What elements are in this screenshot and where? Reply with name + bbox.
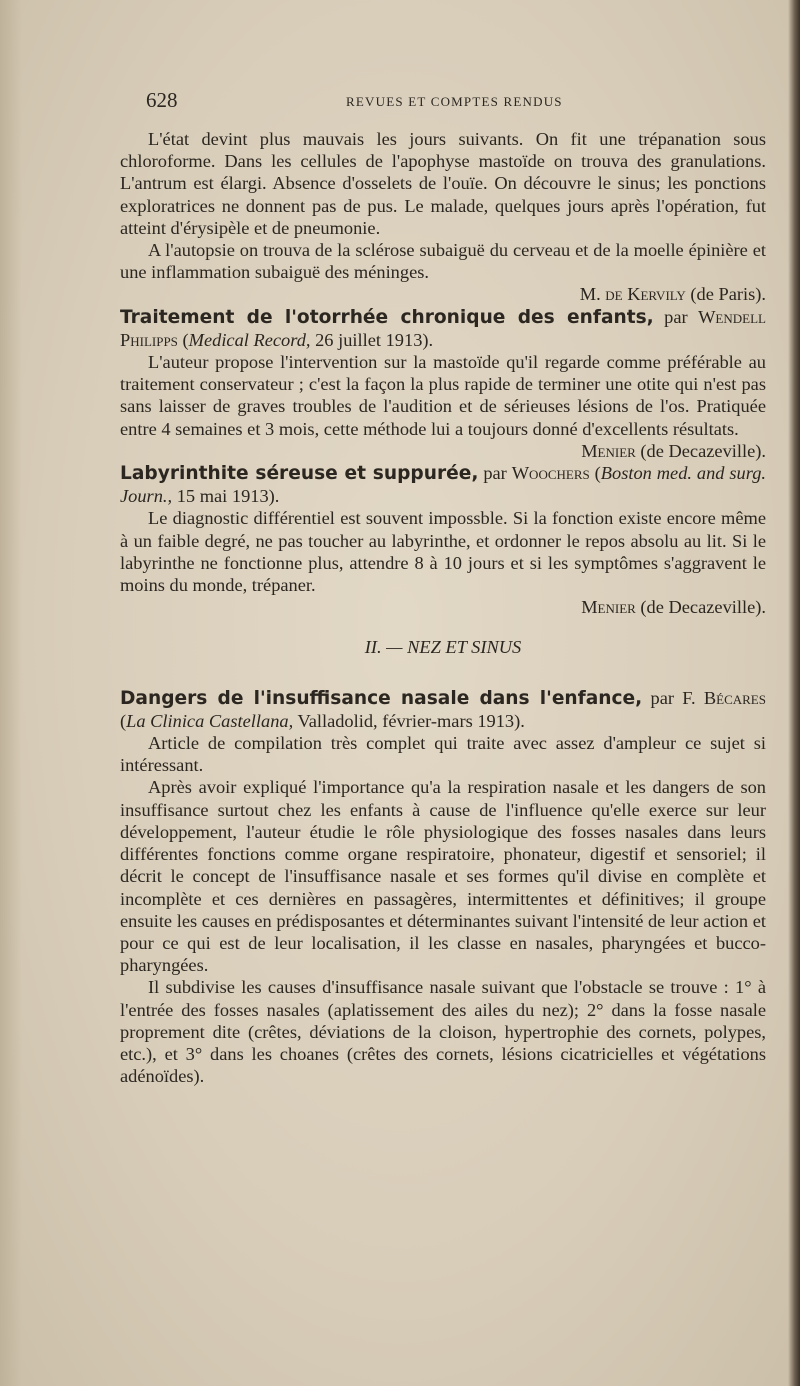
article3-heading: Labyrinthite séreuse et suppurée, par Woochers (Boston med. and surg. Journ., 15 mai 1913). — [120, 463, 766, 507]
author-name: de Kervily — [605, 284, 686, 305]
journal-name: Medical Record, — [188, 329, 311, 350]
page-number: 628 — [146, 88, 178, 112]
article4-heading: Dangers de l'insuffisance nasale dans l'enfance, par F. Bécares (La Clinica Castellana, Valladolid, février-mars 1913). — [120, 687, 766, 731]
article4-paragraph-2: Après avoir expliqué l'importance qu'a la respiration nasale et les dangers de son insuffisance surtout chez les enfants à cause de l'influence qu'elle exerce sur leur développement, l'auteur étudie le rôle physiologique des fosses nasales dans leurs différentes fonctions comme organe respiratoire, phonateur, digestif et sensoriel; il décrit le concept de l'insuffisance nasale et ses formes qu'il divise en complète et incomplète et ces dernières en passagères, intermittentes et définitives; il groupe ensuite les causes en prédisposantes et déterminantes suivant l'intensité de leur action et pour ce qui est de leur localisation, il les classe en nasales, pharyngées et bucco-pharyngées. — [120, 777, 766, 976]
article1-byline: M. de Kervily (de Paris). — [579, 284, 766, 305]
section-title: II. — NEZ ET SINUS — [364, 637, 522, 658]
running-head: REVUES ET COMPTES RENDUS — [346, 94, 563, 109]
page-body — [120, 128, 766, 1087]
article3-byline: Menier (de Decazeville). — [581, 597, 766, 618]
article2-body: L'auteur propose l'intervention sur la mastoïde qu'il regarde comme préférable au traitement conservateur ; c'est la façon la plus rapide de terminer une otite qui n'est pas sans laisser de graves troubles de l'audition et de sérieuses lésions de l'os. Pratiquée entre 4 semaines et 3 mois, cette méthode lui a toujours donné d'excellents résultats. — [120, 352, 766, 439]
journal-name: Boston med. and surg. Journ., — [120, 463, 766, 507]
page-header — [146, 88, 766, 114]
article-title: Traitement de l'otorrhée chronique des enfants, — [120, 306, 654, 328]
article-title: Labyrinthite séreuse et suppurée, — [120, 463, 479, 485]
binding-shadow — [0, 0, 22, 1386]
article-author: Wendell Philipps — [120, 306, 766, 350]
article2-byline: Menier (de Decazeville). — [581, 440, 766, 461]
article4-paragraph-1: Article de compilation très complet qui traite avec assez d'ampleur ce sujet si intéressant. — [120, 733, 766, 776]
author-name: Menier — [581, 440, 636, 461]
article1-paragraph-2: A l'autopsie on trouva de la sclérose subaiguë du cerveau et de la moelle épinière et une inflammation subaiguë des méninges. — [120, 240, 766, 283]
article3-body: Le diagnostic différentiel est souvent impossble. Si la fonction existe encore même à un faible degré, ne pas toucher au labyrinthe, et ordonner le repos absolu au lit. Si le labyrinthe ne fonctionne plus, attendre 8 à 10 jours et si les symptômes s'aggravent le moins du monde, trépaner. — [120, 508, 766, 596]
article2-heading: Traitement de l'otorrhée chronique des enfants, par Wendell Philipps (Medical Record, 26 juillet 1913). — [120, 306, 766, 350]
article-author: Woochers — [511, 463, 590, 484]
journal-name: La Clinica Castellana, — [126, 710, 294, 731]
article1-paragraph-1: L'état devint plus mauvais les jours suivants. On fit une trépanation sous chloroforme. Dans les cellules de l'apophyse mastoïde on trouva des granulations. L'antrum est élargi. Absence d'osselets de l'ouïe. On découvre le sinus; les ponctions exploratrices ne donnent pas de pus. Le malade, quelques jours après l'opération, fut atteint d'érysipèle et de pneumonie. — [120, 129, 766, 238]
article-title: Dangers de l'insuffisance nasale dans l'enfance, — [120, 687, 643, 709]
author-name: Menier — [581, 597, 636, 618]
page-edge — [788, 0, 800, 1386]
article4-paragraph-3: Il subdivise les causes d'insuffisance nasale suivant que l'obstacle se trouve : 1° à l'entrée des fosses nasales (aplatissement des ailes du nez); 2° dans la fosse nasale proprement dite (crêtes, déviations de la cloison, hypertrophie des cornets, polypes, etc.), et 3° dans les choanes (crêtes des cornets, lésions cicatricielles et végétations adénoïdes). — [120, 977, 766, 1087]
article-author: F. Bécares — [682, 687, 766, 708]
